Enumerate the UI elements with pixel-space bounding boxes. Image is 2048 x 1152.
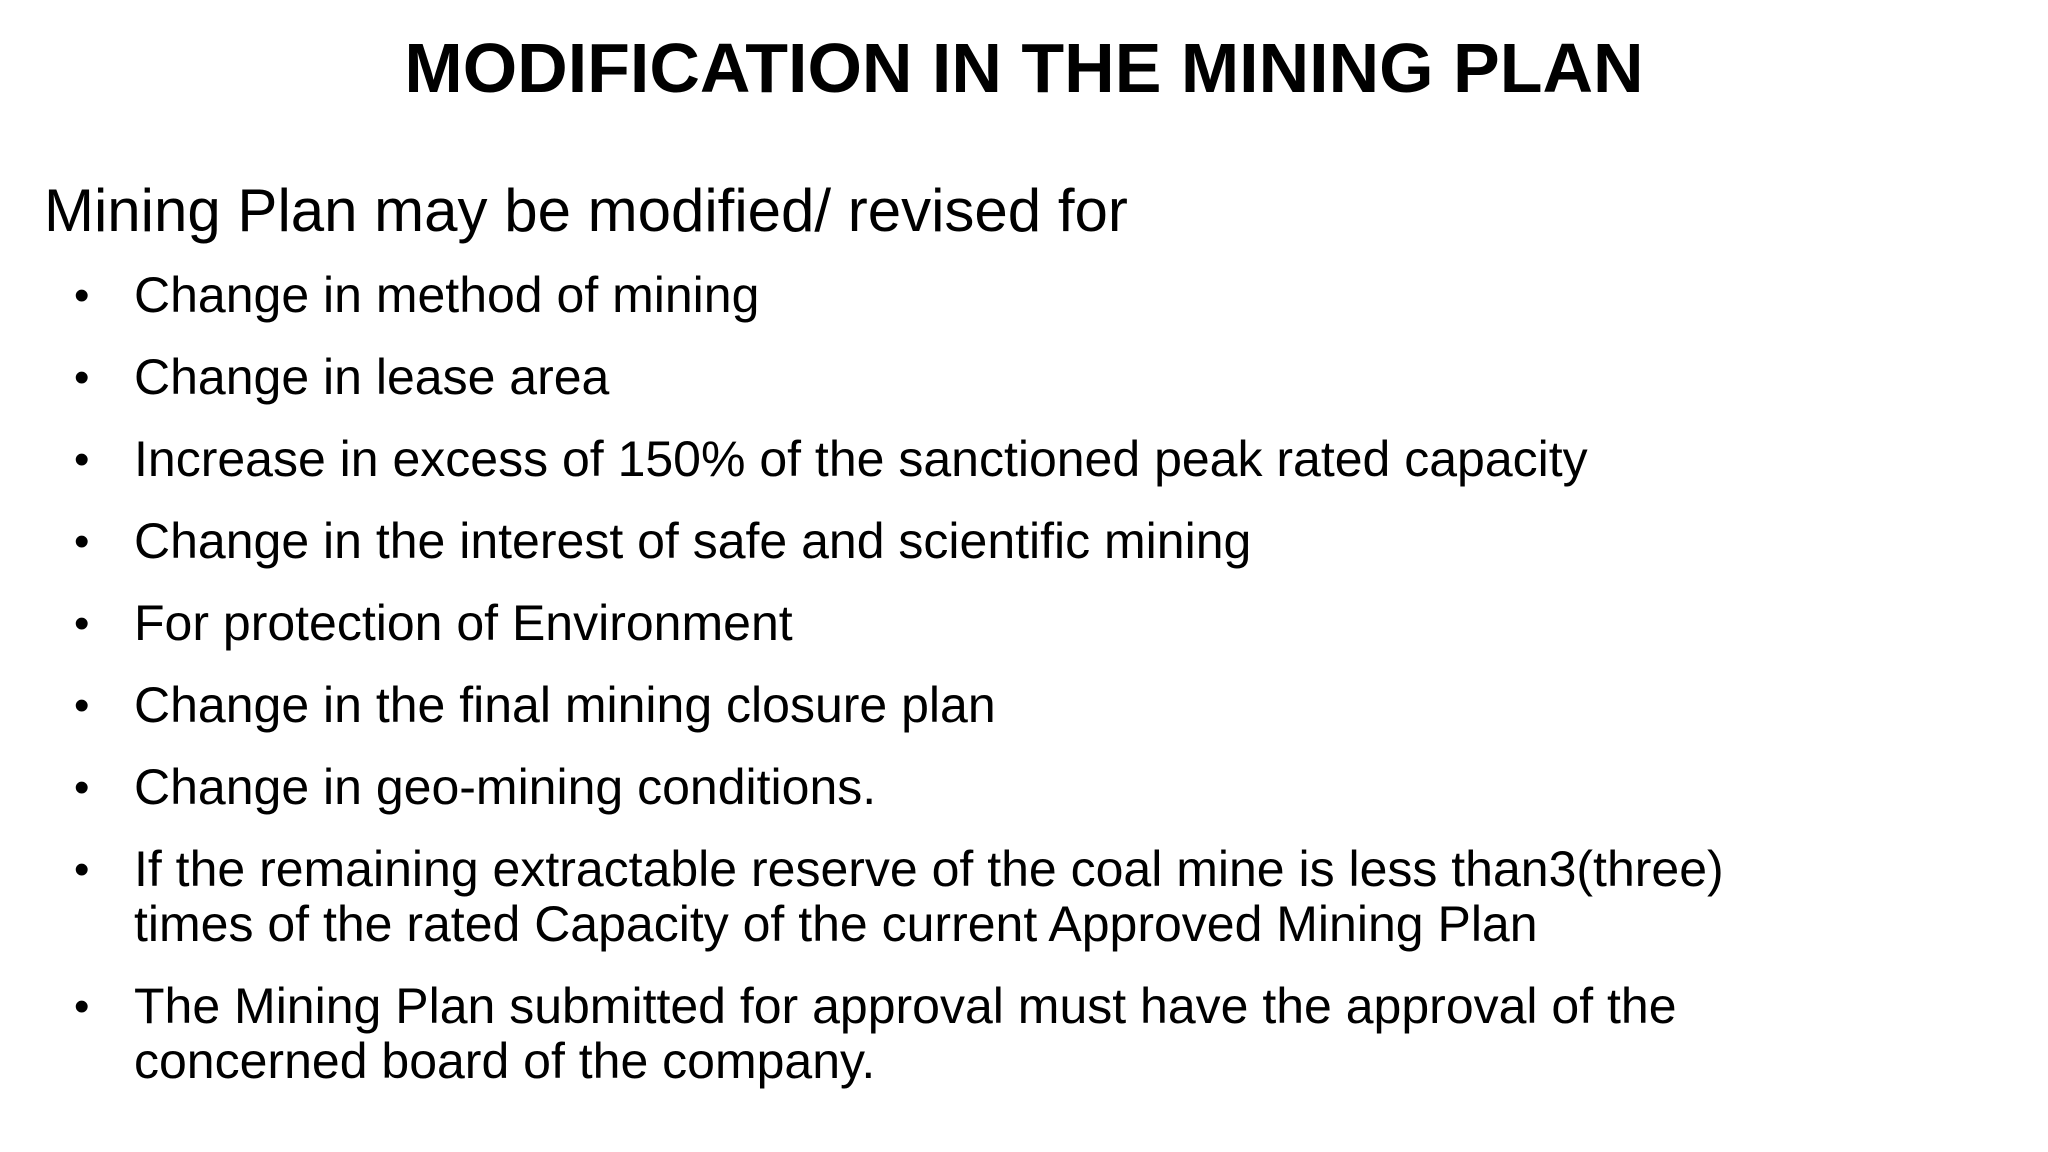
bullet-item xyxy=(0,514,2048,569)
bullet-text: Change in the interest of safe and scientific mining xyxy=(134,513,1252,569)
bullet-text: If the remaining extractable reserve of the coal mine is less than3(three) times of the rated Capacity of the current Approved Mining Plan xyxy=(134,841,1724,952)
bullet-dot-icon: • xyxy=(74,599,90,648)
bullet-item xyxy=(0,842,2048,952)
bullet-text: For protection of Environment xyxy=(134,595,793,651)
bullet-dot-icon: • xyxy=(74,681,90,730)
bullet-text: Change in method of mining xyxy=(134,267,760,323)
bullet-dot-icon: • xyxy=(74,353,90,402)
bullet-item xyxy=(0,432,2048,487)
slide-title: MODIFICATION IN THE MINING PLAN xyxy=(404,29,1644,107)
bullet-text: Change in lease area xyxy=(134,349,610,405)
bullet-dot-icon: • xyxy=(74,271,90,320)
bullet-dot-icon: • xyxy=(74,517,90,566)
bullet-text: Change in the final mining closure plan xyxy=(134,677,996,733)
bullet-text: Increase in excess of 150% of the sanctioned peak rated capacity xyxy=(134,431,1588,487)
bullet-item xyxy=(0,268,2048,323)
bullet-item xyxy=(0,760,2048,815)
intro-text: Mining Plan may be modified/ revised for xyxy=(44,177,1128,244)
bullet-dot-icon: • xyxy=(74,435,90,484)
bullet-item xyxy=(0,596,2048,651)
bullet-item xyxy=(0,350,2048,405)
bullet-item xyxy=(0,979,2048,1089)
bullet-dot-icon: • xyxy=(74,763,90,812)
bullet-dot-icon: • xyxy=(74,982,90,1031)
bullet-item xyxy=(0,678,2048,733)
bullet-list xyxy=(0,268,2048,1116)
bullet-text: Change in geo-mining conditions. xyxy=(134,759,877,815)
bullet-dot-icon: • xyxy=(74,845,90,894)
bullet-text: The Mining Plan submitted for approval must have the approval of the concerned board of the company. xyxy=(134,978,1677,1089)
